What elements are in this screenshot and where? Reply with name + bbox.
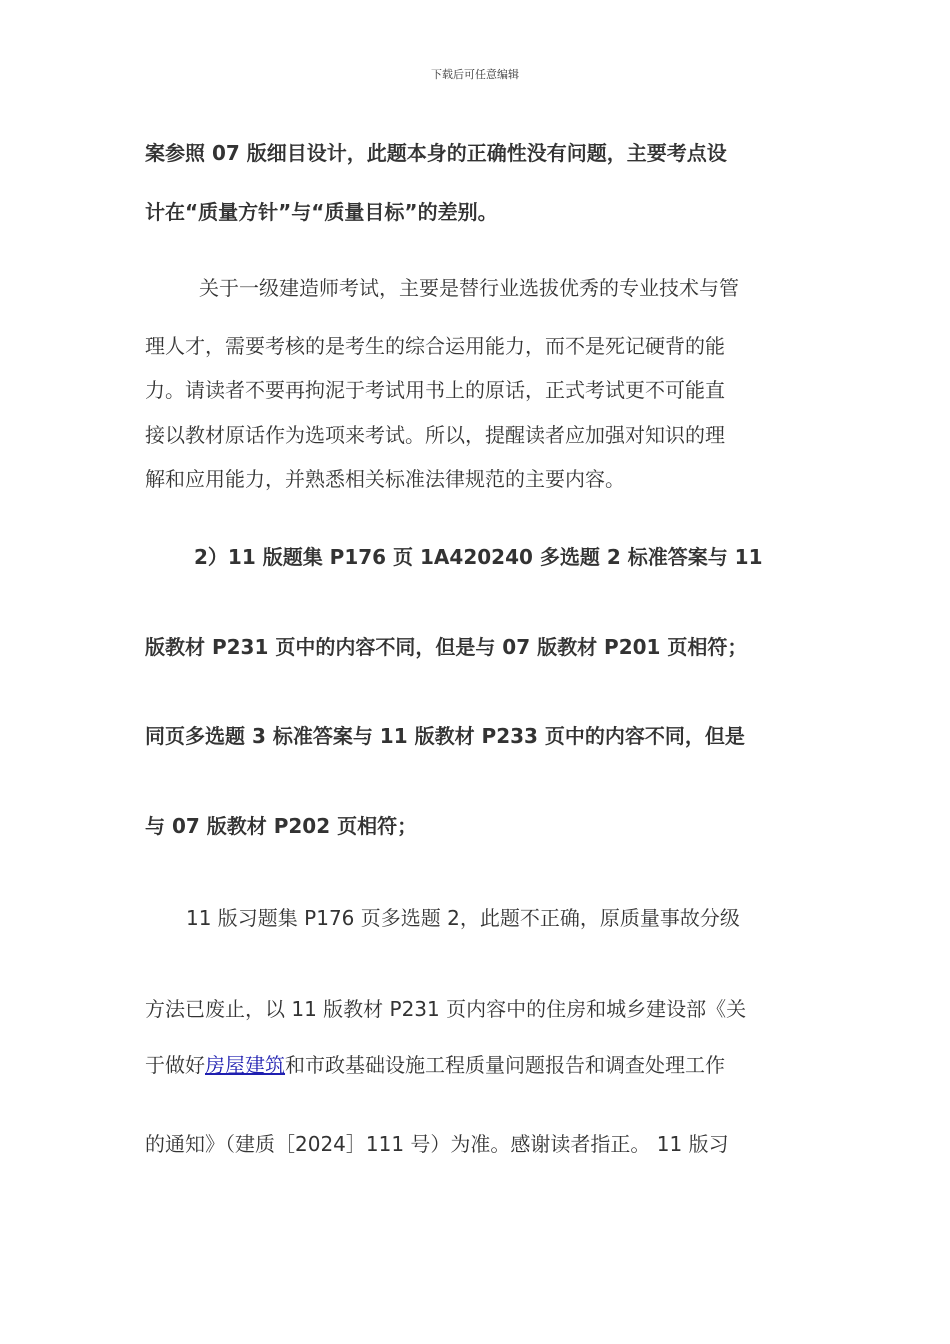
paragraph-line: 版教材 P231 页中的内容不同，但是与 07 版教材 P201 页相符； bbox=[145, 635, 748, 659]
paragraph-line: 力。请读者不要再拘泥于考试用书上的原话，正式考试更不可能直 bbox=[145, 378, 725, 402]
text-segment: 和市政基础设施工程质量问题报告和调查处理工作 bbox=[285, 1053, 725, 1077]
paragraph-line: 的通知》（建质［2024］111 号）为准。感谢读者指正。 11 版习 bbox=[145, 1132, 729, 1156]
house-building-link[interactable]: 房屋建筑 bbox=[205, 1053, 285, 1077]
paragraph-line: 案参照 07 版细目设计，此题本身的正确性没有问题，主要考点设 bbox=[145, 141, 727, 165]
paragraph-line: 方法已废止，以 11 版教材 P231 页内容中的住房和城乡建设部《关 bbox=[145, 997, 747, 1021]
paragraph-line: 接以教材原话作为选项来考试。所以，提醒读者应加强对知识的理 bbox=[145, 423, 725, 447]
paragraph-line: 同页多选题 3 标准答案与 11 版教材 P233 页中的内容不同，但是 bbox=[145, 724, 745, 748]
paragraph-line: 解和应用能力，并熟悉相关标准法律规范的主要内容。 bbox=[145, 467, 625, 491]
text-segment: 于做好 bbox=[145, 1053, 205, 1077]
page-header: 下载后可任意编辑 bbox=[431, 68, 519, 81]
paragraph-line: 与 07 版教材 P202 页相符； bbox=[145, 814, 418, 838]
paragraph-line: 计在“质量方针”与“质量目标”的差别。 bbox=[145, 200, 498, 224]
paragraph-line: 11 版习题集 P176 页多选题 2，此题不正确，原质量事故分级 bbox=[186, 906, 740, 930]
paragraph-line: 理人才，需要考核的是考生的综合运用能力，而不是死记硬背的能 bbox=[145, 334, 725, 358]
paragraph-line: 2）11 版题集 P176 页 1A420240 多选题 2 标准答案与 11 bbox=[194, 545, 763, 569]
paragraph-line: 关于一级建造师考试，主要是替行业选拔优秀的专业技术与管 bbox=[199, 276, 739, 300]
paragraph-line bbox=[145, 1049, 725, 1078]
